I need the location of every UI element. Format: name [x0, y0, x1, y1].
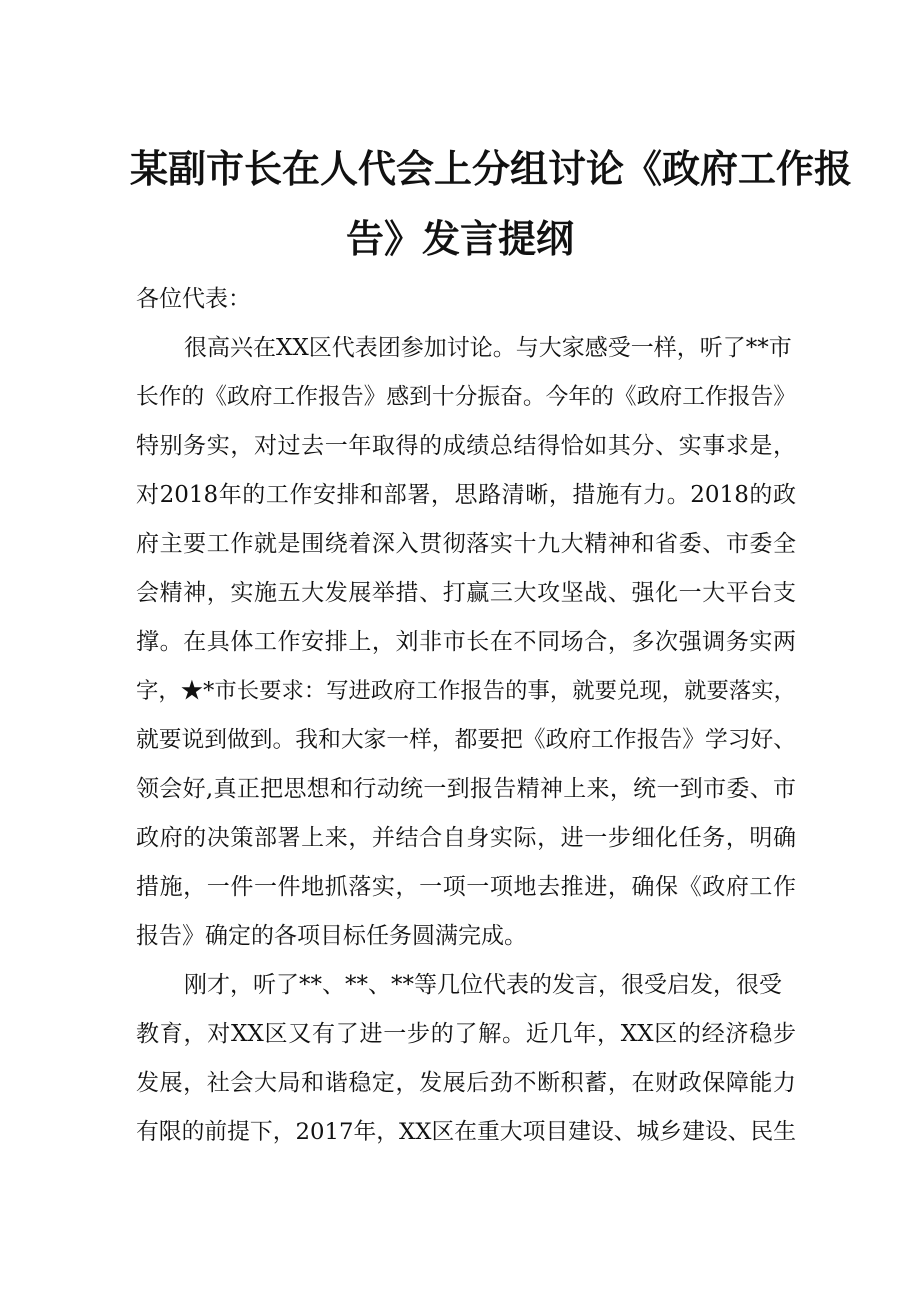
paragraph-line: 长作的《政府工作报告》感到十分振奋。今年的《政府工作报告》: [136, 384, 796, 410]
paragraph-line: 报告》确定的各项目标任务圆满完成。: [136, 923, 527, 949]
paragraph-line: 有限的前提下，2017年，XX区在重大项目建设、城乡建设、民生: [136, 1119, 796, 1145]
paragraph-line: 对2018年的工作安排和部署，思路清晰，措施有力。2018的政: [136, 482, 796, 508]
paragraph-line: 撑。在具体工作安排上，刘非市长在不同场合，多次强调务实两: [136, 629, 796, 655]
paragraph-line: 府主要工作就是围绕着深入贯彻落实十九大精神和省委、市委全: [136, 531, 796, 557]
document-title-line-1: 某副市长在人代会上分组讨论《政府工作报: [130, 147, 853, 191]
paragraph-line: 措施，一件一件地抓落实，一项一项地去推进，确保《政府工作: [136, 874, 796, 900]
paragraph-line: 领会好,真正把思想和行动统一到报告精神上来，统一到市委、市: [136, 776, 796, 802]
paragraph-line: 特别务实，对过去一年取得的成绩总结得恰如其分、实事求是，: [136, 433, 796, 459]
paragraph-line: 就要说到做到。我和大家一样，都要把《政府工作报告》学习好、: [136, 727, 796, 753]
paragraph-line: 教育，对XX区又有了进一步的了解。近几年，XX区的经济稳步: [136, 1021, 796, 1047]
paragraph-line: 发展，社会大局和谐稳定，发展后劲不断积蓄，在财政保障能力: [136, 1070, 796, 1096]
paragraph-line: 会精神，实施五大发展举措、打赢三大攻坚战、强化一大平台支: [136, 580, 796, 606]
paragraph-line: 字，★*市长要求：写进政府工作报告的事，就要兑现，就要落实，: [136, 678, 796, 704]
paragraph-line: 政府的决策部署上来，并结合自身实际，进一步细化任务，明确: [136, 825, 796, 851]
paragraph-line: 刚才，听了**、**、**等几位代表的发言，很受启发，很受: [184, 972, 782, 998]
paragraph-line: 很高兴在XX区代表团参加讨论。与大家感受一样，听了**市: [184, 335, 792, 361]
document-title-line-2: 告》发言提纲: [345, 217, 574, 261]
salutation: 各位代表：: [136, 286, 251, 312]
